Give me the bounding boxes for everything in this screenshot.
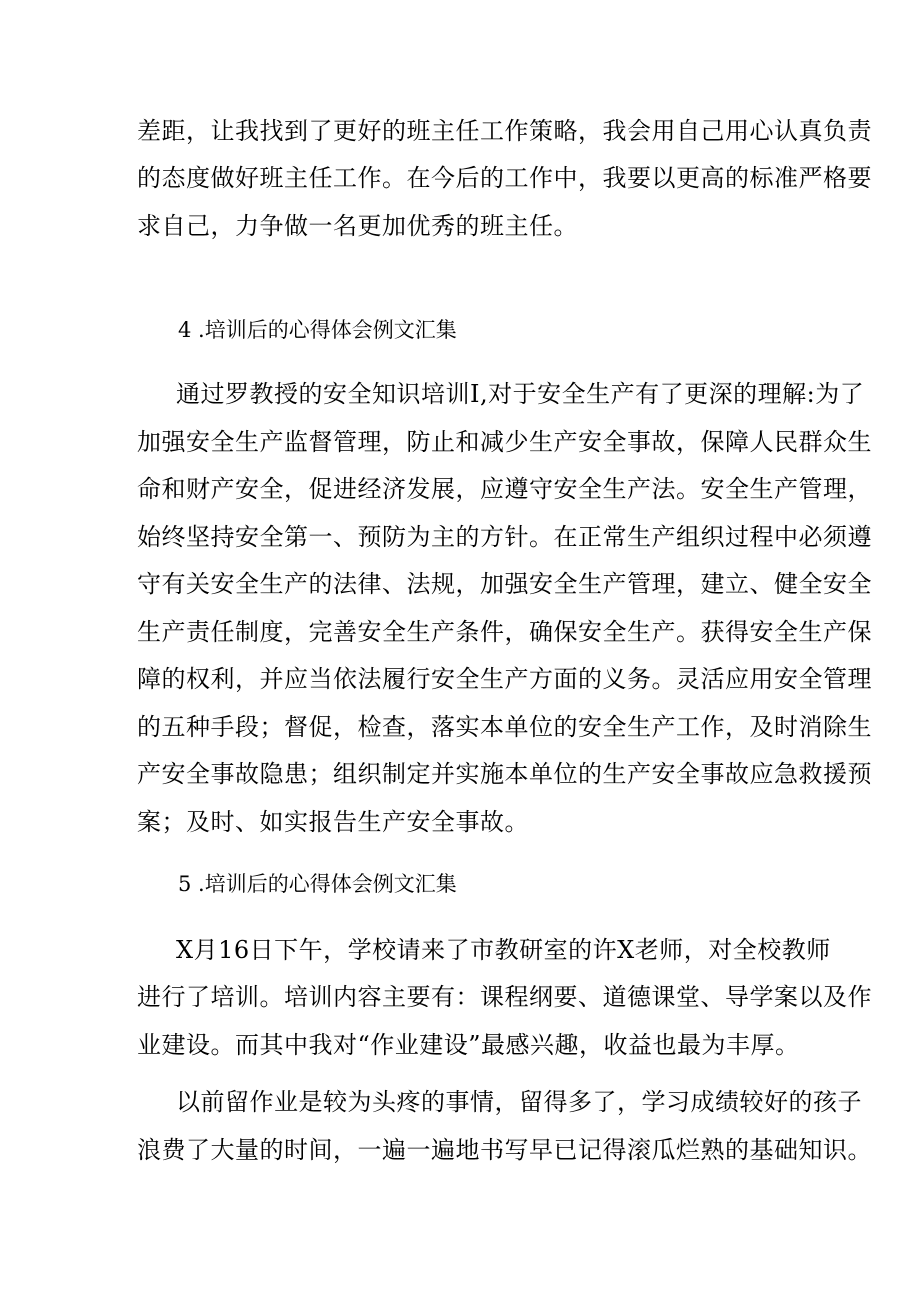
body-text-line: 差距，让我找到了更好的班主任工作策略，我会用自己用心认真负责 [137, 117, 872, 145]
body-text-line: 案；及时、如实报告生产安全事故。 [137, 808, 529, 836]
body-text-line: 求自己，力争做一名更加优秀的班主任。 [137, 212, 578, 240]
body-text-line: 守有关安全生产的法律、法规，加强安全生产管理，建立、健全安全 [137, 570, 872, 598]
body-text-line: 命和财产安全，促进经济发展，应遵守安全生产法。安全生产管理， [137, 475, 872, 503]
body-text-line: X月16日下午，学校请来了市教研室的许X老师，对全校教师 [176, 936, 831, 964]
body-text-line: 始终坚持安全第一、预防为主的方针。在正常生产组织过程中必须遵 [137, 523, 872, 551]
body-text-line: 加强安全生产监督管理，防止和减少生产安全事故，保障人民群众生 [137, 428, 872, 456]
body-text-line: 以前留作业是较为头疼的事情，留得多了，学习成绩较好的孩子 [176, 1088, 862, 1116]
body-text-line: 浪费了大量的时间，一遍一遍地书写早已记得滚瓜烂熟的基础知识。 [137, 1136, 872, 1164]
body-text-line: 业建设。而其中我对“作业建设”最感兴趣，收益也最为丰厚。 [137, 1031, 800, 1059]
body-text-line: 生产责任制度，完善安全生产条件，确保安全生产。获得安全生产保 [137, 618, 872, 646]
section-heading: 4 .培训后的心得体会例文汇集 [178, 318, 457, 342]
body-text-line: 通过罗教授的安全知识培训I,对于安全生产有了更深的理解:为了 [176, 380, 865, 408]
body-text-line: 障的权利，并应当依法履行安全生产方面的义务。灵活应用安全管理 [137, 665, 872, 693]
body-text-line: 产安全事故隐患；组织制定并实施本单位的生产安全事故应急救援预 [137, 760, 872, 788]
body-text-line: 的五种手段；督促，检查，落实本单位的安全生产工作，及时消除生 [137, 713, 872, 741]
section-heading: 5 .培训后的心得体会例文汇集 [178, 872, 457, 896]
body-text-line: 的态度做好班主任工作。在今后的工作中，我要以更高的标准严格要 [137, 164, 872, 192]
body-text-line: 进行了培训。培训内容主要有：课程纲要、道德课堂、导学案以及作 [137, 983, 872, 1011]
